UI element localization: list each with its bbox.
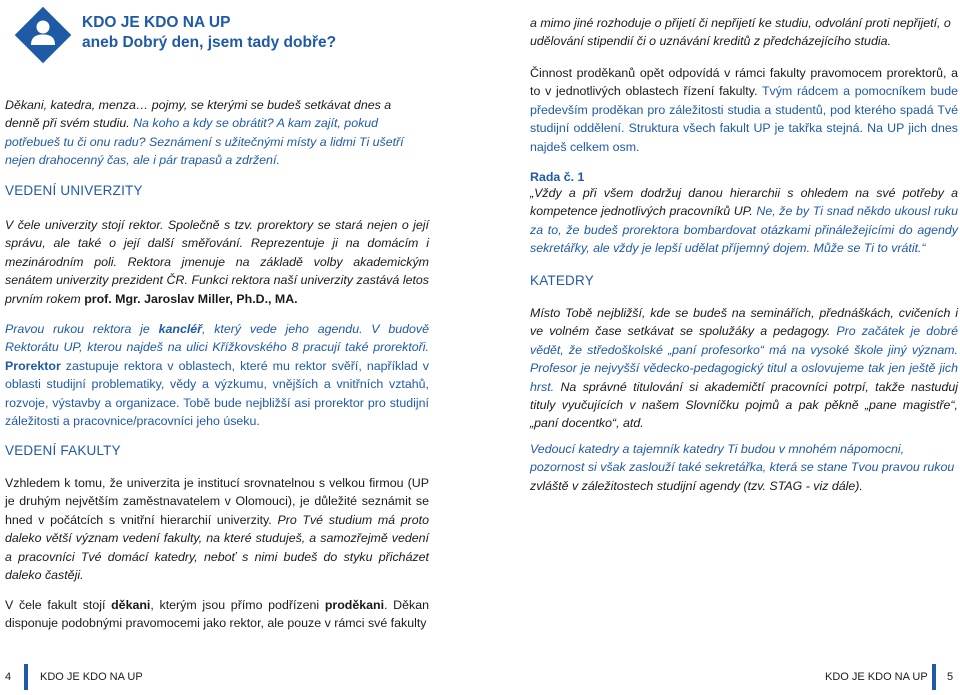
dekani-text-a: V čele fakult stojí bbox=[5, 598, 112, 612]
kancler-text-b: , který vede jeho agendu. V budově Rektorátu UP, kterou najdeš na ulici Křížkovského 8 pracují také prorektoři. bbox=[5, 322, 430, 355]
prodekani-term: proděkani bbox=[324, 598, 385, 612]
tip-quote-b: Ne, že by Ti snad někdo ukousl ruku za to, že budeš prorektora bombardovat otázkami přináležejícími do agendy sekretářky, ale vždy je lepší udělat příjemný dojem. Může se Ti to vrátit.“ bbox=[530, 204, 958, 256]
rektor-text: V čele univerzity stojí rektor. Společně s tzv. prorektory se stará nejen o její správu, ale také o její další směřování. Reprezentuje ji na domácím i mezinárodním poli. Rektora jmenuje na základě volby akademickým senátem univerzity prezident ČR. Funkci rektora naší univerzity zastává letos prvním rokem bbox=[5, 218, 429, 306]
vedouci-text-b: zvláště v záležitostech studijní agendy (tzv. STAG - viz dále). bbox=[530, 478, 863, 493]
kancler-term: kancléř bbox=[158, 322, 203, 336]
dekani-term: děkani bbox=[111, 598, 151, 612]
vedouci-text-a: Vedoucí katedry a tajemník katedry Ti budou v mnohém nápomocni, pozornost si však zaslouží také sekretářka, která se stane Tvou pravou rukou bbox=[530, 442, 955, 475]
tip-quote-a: „Vždy a při všem dodržuj danou hierarchii s ohledem na své potřeby a kompetence jednotlivých pracovníků UP. bbox=[530, 186, 958, 219]
paragraph-prodekani bbox=[530, 64, 958, 156]
user-diamond-icon bbox=[12, 4, 74, 66]
paragraph-dekani bbox=[5, 596, 429, 633]
paragraph-vedouci bbox=[530, 440, 958, 495]
tip-quote bbox=[530, 184, 958, 258]
intro-text-b: Na koho a kdy se obrátit? A kam zajít, pokud potřebueš tu či onu radu? Seznámení s užitečnými místy a lidmi Ti ušetří nejen drahocenný čas, ale i pár trapasů a zdržení. bbox=[5, 116, 404, 168]
tip-label: Rada č. 1 bbox=[530, 170, 585, 184]
heading-vedeni-fakulty: VEDENÍ FAKULTY bbox=[5, 443, 121, 458]
paragraph-fakulta bbox=[5, 474, 429, 584]
title-line-1: KDO JE KDO NA UP bbox=[82, 14, 231, 31]
fakulta-text-b: Pro Tvé studium má proto daleko větší význam vedení fakulty, na které studuješ, a samozřejmě vedení a pracovníci Tvé domácí katedry, neboť s nimi budeš do styku přicházet daleko častěji. bbox=[5, 512, 430, 583]
rektor-name: prof. Mgr. Jaroslav Miller, Ph.D., MA. bbox=[84, 291, 298, 306]
katedry-text-a: Místo Tobě nejbližší, kde se budeš na seminářích, přednáškách, cvičeních i ve volném čase setkávat se spolužáky a pedagogy. bbox=[530, 306, 958, 339]
paragraph-prijeti: a mimo jiné rozhoduje o přijetí či nepřijetí ke studiu, odvolání proti nepřijetí, o udělování stipendií či o uznávání kreditů z předcházejícího studia. bbox=[530, 16, 951, 49]
footer-bar-right bbox=[932, 664, 936, 690]
paragraph-katedry bbox=[530, 304, 958, 433]
page-title bbox=[82, 13, 336, 53]
title-line-2: aneb Dobrý den, jsem tady dobře? bbox=[82, 34, 337, 51]
heading-vedeni-univerzity: VEDENÍ UNIVERZITY bbox=[5, 183, 143, 198]
page-number-left: 4 bbox=[5, 671, 12, 683]
intro-text-a: Děkani, katedra, menza… pojmy, se kterými se budeš setkávat dnes a denně při svém studiu. bbox=[5, 98, 392, 131]
intro-paragraph bbox=[5, 96, 429, 170]
prodekani-text-a: Činnost proděkanů opět odpovídá v rámci fakulty pravomocem prorektorů, a to v jednotlivých oblastech řízení fakulty. bbox=[530, 66, 958, 99]
prorektor-text: zastupuje rektora v oblastech, které mu rektor svěří, například v oblasti studijní problematiky, vědy a výzkumu, vnějších a vnitřních vztahů, rozvoje, výstavby a organizace. Tobě bude nejbližší asi prorektor pro studijní záležitosti a pracovnice/pracovníci jeho úseku. bbox=[5, 358, 429, 429]
fakulta-text-a: Vzhledem k tomu, že univerzita je institucí srovnatelnou s velkou firmou (UP je druhým největším zaměstnavatelem v Olomouci), je důležité seznámit se hned v počátcích s vnitřní hierarchií univerzity. bbox=[5, 476, 429, 527]
katedry-text-b: Pro začátek je dobré vědět, že středoškolské „paní profesorko“ má na vysoké škole jiný význam. Profesor je nejvyšší vědecko-pedagogický titul a oslovujeme tak jen ještě jich hrst. bbox=[530, 324, 958, 394]
footer-bar-left bbox=[24, 664, 28, 690]
paragraph-rektor bbox=[5, 216, 429, 308]
kancler-text-a: Pravou rukou rektora je bbox=[5, 322, 159, 336]
footer-title-right: KDO JE KDO NA UP bbox=[825, 671, 928, 683]
paragraph-kancler bbox=[5, 320, 429, 430]
dekani-text-b: , kterým jsou přímo podřízeni bbox=[150, 598, 325, 612]
page-number-right: 5 bbox=[947, 671, 954, 683]
katedry-text-c: Na správné titulování si akademičtí pracovníci potrpí, takže nastuduj tituly vyučujících v našem Slovníčku pojmů a pak pěkně „pane magistře“, „paní docentko“, atd. bbox=[530, 379, 958, 431]
dekani-text-c: . Děkan disponuje podobnými pravomocemi jako rektor, ale pouze v rámci své fakulty bbox=[5, 598, 429, 631]
heading-katedry: KATEDRY bbox=[530, 273, 594, 288]
prodekani-text-b: Tvým rádcem a pomocníkem bude především proděkan pro záležitosti studia a studentů, pod kterého spadá Tvé studijní oddělení. Struktura všech fakult UP je takřka stejná. Na UP jich dnes najdeš celkem osm. bbox=[530, 84, 958, 154]
prorektor-term: Prorektor bbox=[5, 358, 61, 373]
footer-title-left: KDO JE KDO NA UP bbox=[40, 671, 143, 683]
